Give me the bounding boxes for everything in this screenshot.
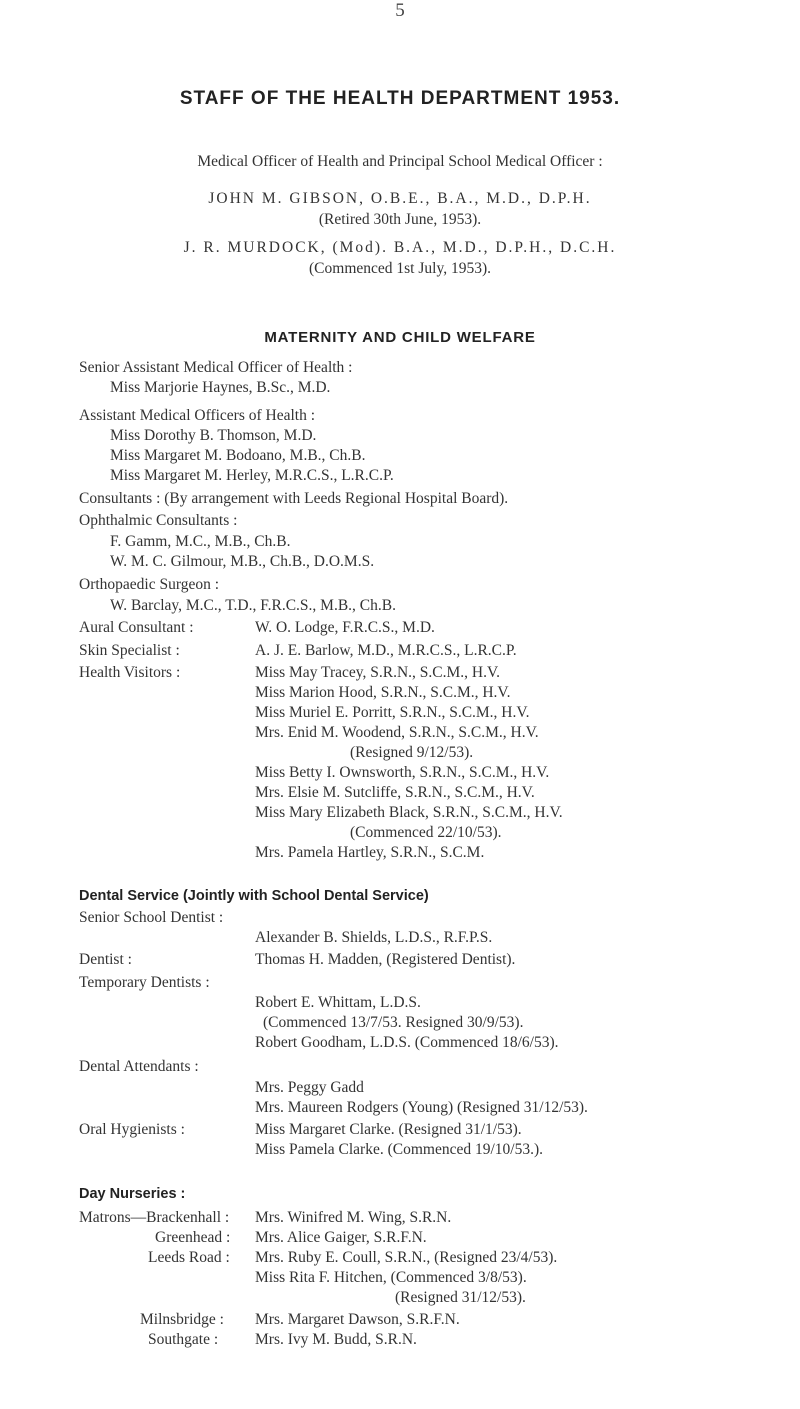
dentist-label: Dentist : bbox=[79, 951, 132, 968]
nursery-label: Leeds Road : bbox=[148, 1249, 230, 1266]
health-visitor: Miss May Tracey, S.R.N., S.C.M., H.V. bbox=[255, 664, 501, 681]
amo-name: Miss Dorothy B. Thomson, M.D. bbox=[110, 427, 317, 444]
nursery-matron: Mrs. Alice Gaiger, S.R.F.N. bbox=[255, 1229, 427, 1246]
health-visitor: Mrs. Elsie M. Sutcliffe, S.R.N., S.C.M., H.V. bbox=[255, 784, 535, 801]
nursery-label: Milnsbridge : bbox=[140, 1311, 224, 1328]
ortho-label: Orthopaedic Surgeon : bbox=[79, 576, 220, 593]
health-visitor: Miss Marion Hood, S.R.N., S.C.M., H.V. bbox=[255, 684, 511, 701]
ophthalmic-label: Ophthalmic Consultants : bbox=[79, 512, 238, 529]
skin-name: A. J. E. Barlow, M.D., M.R.C.S., L.R.C.P. bbox=[255, 642, 517, 659]
nursery-matron: Mrs. Margaret Dawson, S.R.F.N. bbox=[255, 1311, 460, 1328]
dental-attendant: Mrs. Maureen Rodgers (Young) (Resigned 31/12/53). bbox=[255, 1099, 588, 1116]
page-number: 5 bbox=[395, 0, 405, 21]
oral-hygienist: Miss Pamela Clarke. (Commenced 19/10/53.). bbox=[255, 1141, 543, 1158]
oral-hygienists-label: Oral Hygienists : bbox=[79, 1121, 185, 1138]
health-visitor-note: (Resigned 9/12/53). bbox=[350, 744, 474, 761]
amo-name: Miss Margaret M. Herley, M.R.C.S., L.R.C.P. bbox=[110, 467, 394, 484]
section-title-mcw: MATERNITY AND CHILD WELFARE bbox=[264, 329, 536, 346]
nursery-matron: Mrs. Winifred M. Wing, S.R.N. bbox=[255, 1209, 452, 1226]
dental-heading: Dental Service (Jointly with School Dental Service) bbox=[79, 888, 429, 904]
temp-dentist: Robert E. Whittam, L.D.S. bbox=[255, 994, 421, 1011]
senior-dentist-label: Senior School Dentist : bbox=[79, 909, 224, 926]
aural-label: Aural Consultant : bbox=[79, 619, 194, 636]
ophthalmic-name: W. M. C. Gilmour, M.B., Ch.B., D.O.M.S. bbox=[110, 553, 375, 570]
dentist-name: Thomas H. Madden, (Registered Dentist). bbox=[255, 951, 516, 968]
senior-amo-label: Senior Assistant Medical Officer of Health : bbox=[79, 359, 353, 376]
moh-person-2: J. R. MURDOCK, (Mod). B.A., M.D., D.P.H., D.C.H. bbox=[183, 239, 617, 256]
health-visitor: Miss Betty I. Ownsworth, S.R.N., S.C.M., H.V. bbox=[255, 764, 550, 781]
moh-person-2-note: (Commenced 1st July, 1953). bbox=[309, 260, 491, 277]
moh-heading: Medical Officer of Health and Principal School Medical Officer : bbox=[197, 153, 603, 170]
nursery-matron-note: (Resigned 31/12/53). bbox=[395, 1289, 526, 1306]
skin-label: Skin Specialist : bbox=[79, 642, 180, 659]
temp-dentists-label: Temporary Dentists : bbox=[79, 974, 210, 991]
health-visitor-note: (Commenced 22/10/53). bbox=[350, 824, 502, 841]
temp-dentist: Robert Goodham, L.D.S. (Commenced 18/6/53). bbox=[255, 1034, 559, 1051]
senior-dentist-name: Alexander B. Shields, L.D.S., R.F.P.S. bbox=[255, 929, 493, 946]
nurseries-heading: Day Nurseries : bbox=[79, 1186, 186, 1202]
dental-attendants-label: Dental Attendants : bbox=[79, 1058, 199, 1075]
health-visitor: Mrs. Enid M. Woodend, S.R.N., S.C.M., H.V. bbox=[255, 724, 539, 741]
moh-person-1: JOHN M. GIBSON, O.B.E., B.A., M.D., D.P.H. bbox=[208, 190, 592, 207]
health-visitor: Miss Mary Elizabeth Black, S.R.N., S.C.M., H.V. bbox=[255, 804, 563, 821]
temp-dentist-note: (Commenced 13/7/53. Resigned 30/9/53). bbox=[263, 1014, 524, 1031]
ortho-name: W. Barclay, M.C., T.D., F.R.C.S., M.B., Ch.B. bbox=[110, 597, 396, 614]
nursery-matron: Mrs. Ivy M. Budd, S.R.N. bbox=[255, 1331, 417, 1348]
amo-label: Assistant Medical Officers of Health : bbox=[79, 407, 316, 424]
nursery-label: Southgate : bbox=[148, 1331, 219, 1348]
nursery-matron: Miss Rita F. Hitchen, (Commenced 3/8/53). bbox=[255, 1269, 527, 1286]
hv-label: Health Visitors : bbox=[79, 664, 181, 681]
nursery-label: Matrons—Brackenhall : bbox=[79, 1209, 230, 1226]
health-visitor: Miss Muriel E. Porritt, S.R.N., S.C.M., H.V. bbox=[255, 704, 530, 721]
nursery-label: Greenhead : bbox=[155, 1229, 231, 1246]
health-visitor: Mrs. Pamela Hartley, S.R.N., S.C.M. bbox=[255, 844, 485, 861]
aural-name: W. O. Lodge, F.R.C.S., M.D. bbox=[255, 619, 435, 636]
ophthalmic-name: F. Gamm, M.C., M.B., Ch.B. bbox=[110, 533, 291, 550]
amo-name: Miss Margaret M. Bodoano, M.B., Ch.B. bbox=[110, 447, 366, 464]
oral-hygienist: Miss Margaret Clarke. (Resigned 31/1/53). bbox=[255, 1121, 522, 1138]
page-title: STAFF OF THE HEALTH DEPARTMENT 1953. bbox=[179, 88, 621, 109]
dental-attendant: Mrs. Peggy Gadd bbox=[255, 1079, 364, 1096]
nursery-matron: Mrs. Ruby E. Coull, S.R.N., (Resigned 23/4/53). bbox=[255, 1249, 558, 1266]
senior-amo-name: Miss Marjorie Haynes, B.Sc., M.D. bbox=[110, 379, 331, 396]
moh-person-1-note: (Retired 30th June, 1953). bbox=[318, 211, 482, 228]
consultants-line: Consultants : (By arrangement with Leeds Regional Hospital Board). bbox=[79, 490, 509, 507]
